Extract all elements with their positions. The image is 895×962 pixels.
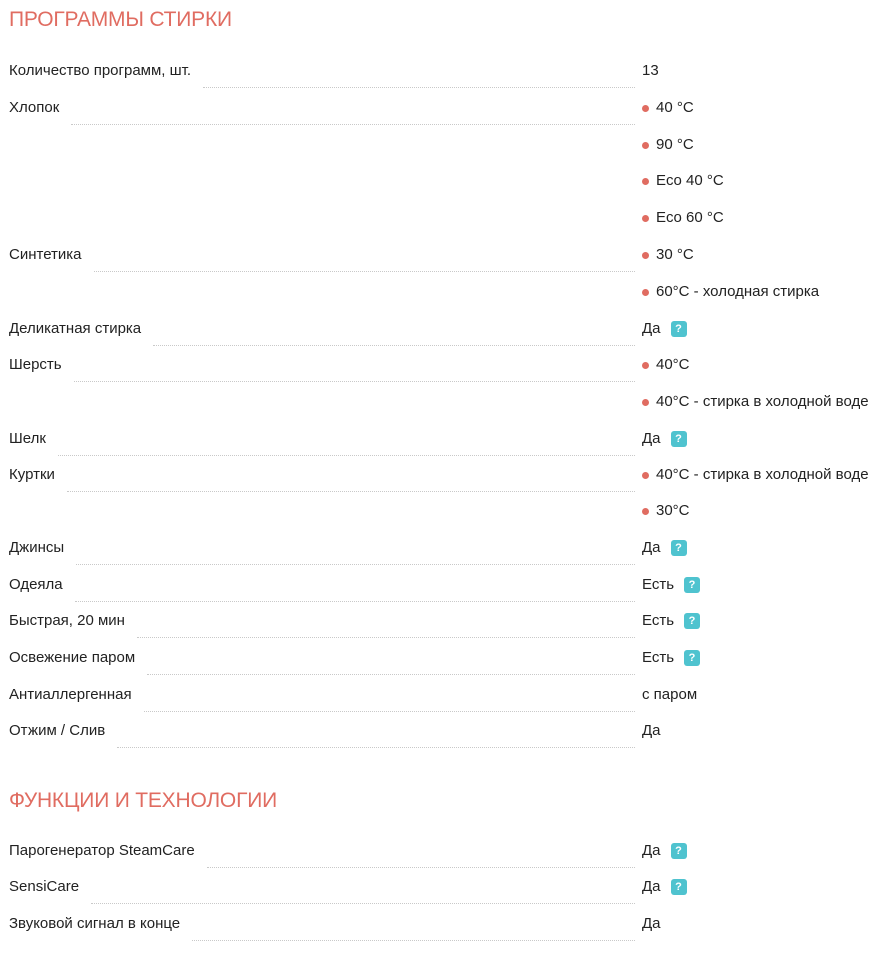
spec-row-cotton [9,99,635,129]
dotted-leader [75,600,635,602]
bullet-icon [642,508,649,515]
spec-value-option: 90 °C [642,136,694,154]
spec-value: Есть ? [642,649,700,667]
dotted-leader [153,344,635,346]
spec-label: Синтетика [9,246,90,264]
spec-row-wool [9,356,635,386]
spec-value: Есть ? [642,576,700,594]
spec-label: Деликатная стирка [9,320,149,338]
dotted-leader [91,902,635,904]
spec-value-option: 30°C [642,502,690,520]
spec-row-jeans [9,539,635,569]
bullet-icon [642,178,649,185]
spec-label: Отжим / Слив [9,722,113,740]
spec-value-option: 40°C - стирка в холодной воде [642,393,869,411]
spec-value: Есть ? [642,612,700,630]
dotted-leader [117,746,635,748]
spec-value-option: 30 °C [642,246,694,264]
bullet-icon [642,289,649,296]
spec-value: 13 [642,62,659,79]
spec-row-delicate [9,320,635,350]
spec-row-program-count [9,62,635,92]
dotted-leader [147,673,635,675]
spec-label: Хлопок [9,99,67,117]
spec-label: Быстрая, 20 мин [9,612,133,630]
spec-row-antiallergy [9,686,635,716]
spec-value-option: 60°C - холодная стирка [642,283,819,301]
spec-row-sensicare [9,878,635,908]
spec-label: Количество программ, шт. [9,62,199,80]
help-icon[interactable]: ? [671,540,687,556]
dotted-leader [192,939,635,941]
spec-value-option: Eco 40 °C [642,172,724,190]
bullet-icon [642,252,649,259]
spec-value: Да ? [642,539,687,557]
spec-value-option: 40°C - стирка в холодной воде [642,466,869,484]
spec-value: Да ? [642,842,687,860]
spec-label: Парогенератор SteamCare [9,842,203,860]
spec-row-steam-refresh [9,649,635,679]
dotted-leader [67,490,635,492]
spec-label: Освежение паром [9,649,143,667]
spec-row-jackets [9,466,635,496]
bullet-icon [642,362,649,369]
spec-value: Да ? [642,430,687,448]
bullet-icon [642,472,649,479]
spec-value: Да [642,915,661,932]
spec-value: Да [642,722,661,739]
dotted-leader [137,636,635,638]
spec-label: Одеяла [9,576,71,594]
help-icon[interactable]: ? [684,650,700,666]
spec-label: Шелк [9,430,54,448]
spec-row-quick [9,612,635,642]
spec-value: Да ? [642,878,687,896]
dotted-leader [58,454,635,456]
spec-row-blankets [9,576,635,606]
dotted-leader [203,86,635,88]
dotted-leader [207,866,635,868]
dotted-leader [94,270,635,272]
spec-label: Куртки [9,466,63,484]
spec-label: Звуковой сигнал в конце [9,915,188,933]
dotted-leader [144,710,635,712]
spec-value: Да ? [642,320,687,338]
help-icon[interactable]: ? [671,843,687,859]
bullet-icon [642,399,649,406]
section-title-functions: ФУНКЦИИ И ТЕХНОЛОГИИ [9,789,278,812]
spec-label: Антиаллергенная [9,686,140,704]
spec-row-spin-drain [9,722,635,752]
spec-value: с паром [642,686,698,703]
help-icon[interactable]: ? [684,613,700,629]
bullet-icon [642,142,649,149]
spec-value-option: 40 °C [642,99,694,117]
spec-value-option: 40°C [642,356,690,374]
dotted-leader [71,123,635,125]
help-icon[interactable]: ? [671,431,687,447]
spec-row-silk [9,430,635,460]
spec-label: Шерсть [9,356,70,374]
spec-value-option: Eco 60 °C [642,209,724,227]
spec-row-synthetics [9,246,635,276]
help-icon[interactable]: ? [671,321,687,337]
help-icon[interactable]: ? [671,879,687,895]
dotted-leader [76,563,635,565]
section-title-programs: ПРОГРАММЫ СТИРКИ [9,8,232,31]
spec-row-steamcare [9,842,635,872]
spec-label: Джинсы [9,539,72,557]
dotted-leader [74,380,635,382]
bullet-icon [642,105,649,112]
help-icon[interactable]: ? [684,577,700,593]
spec-row-end-signal [9,915,635,945]
spec-label: SensiCare [9,878,87,896]
bullet-icon [642,215,649,222]
